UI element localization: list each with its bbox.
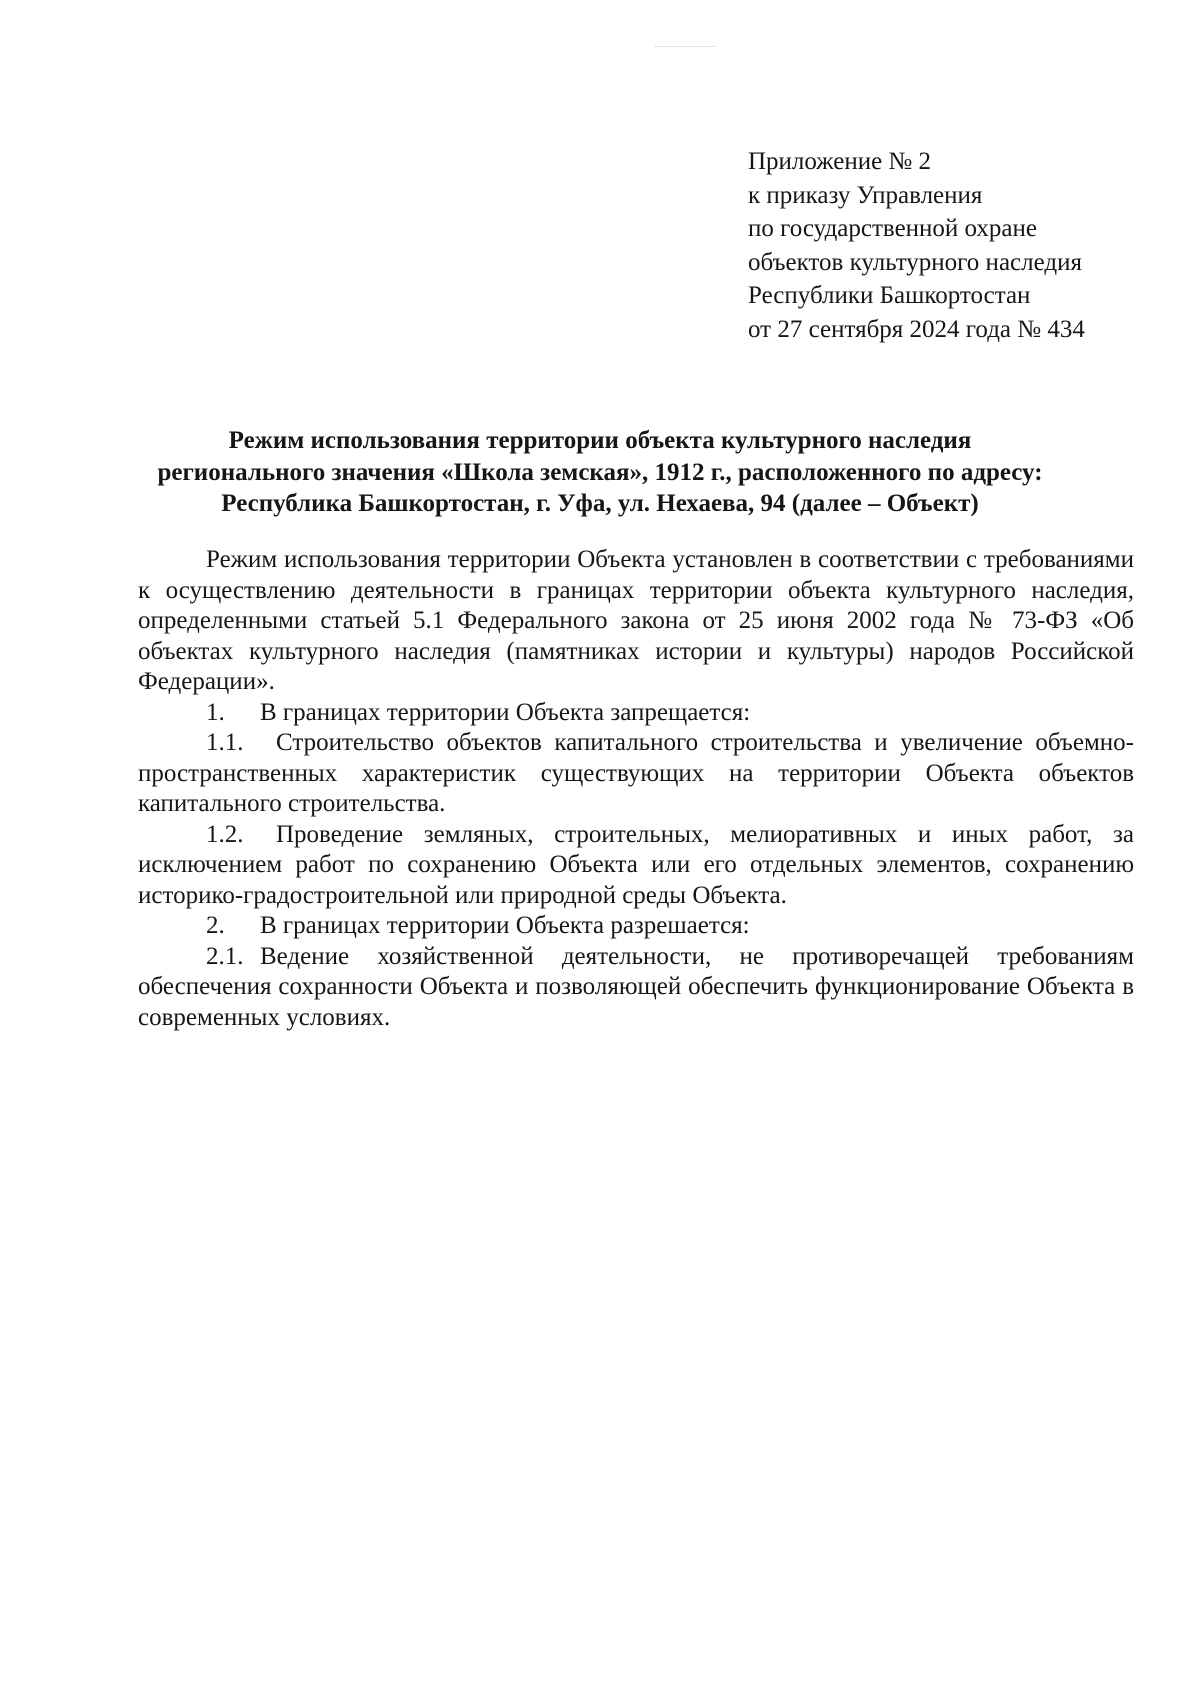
list-item-1-1 — [138, 728, 1134, 820]
list-item-text: Ведение хозяйственной деятельности, не противоречащей требованиям обеспечения сохранности Объекта и позволяющей обеспечить функционирование Объекта в современных условиях. — [138, 942, 1134, 1031]
approval-line-1: Приложение № 2 — [748, 148, 932, 175]
approval-line-6: от 27 сентября 2024 года № 434 — [748, 315, 1085, 343]
list-item-text: Проведение земляных, строительных, мелиоративных и иных работ, за исключением работ по сохранению Объекта или его отдельных элементов, сохранению историко-градостроительной или природной среды Объекта. — [138, 820, 1134, 909]
document-body — [138, 545, 1134, 1033]
intro-paragraph: Режим использования территории Объекта установлен в соответствии с требованиями к осуществлению деятельности в границах территории объекта культурного наследия, определенными статьей 5.1 Федерального закона от 25 июня 2002 года № 73-ФЗ «Об объектах культурного наследия (памятниках истории и культуры) народов Российской Федерации». — [138, 546, 1134, 695]
list-item-number: 1.2. — [206, 820, 244, 848]
list-item-number: 1.1. — [206, 729, 244, 756]
approval-line-4: объектов культурного наследия — [748, 248, 1082, 276]
list-item-1 — [138, 698, 1134, 729]
approval-line-2: к приказу Управления — [748, 181, 983, 209]
document-title — [120, 425, 1080, 520]
approval-line-3: по государственной охране — [748, 215, 1038, 242]
title-line-1: Режим использования территории объекта культурного наследия — [228, 427, 972, 454]
list-item-2-1 — [138, 942, 1134, 1034]
list-item-text: В границах территории Объекта разрешается: — [260, 912, 750, 939]
list-item-number: 2.1. — [206, 942, 244, 970]
list-item-number: 2. — [206, 912, 225, 939]
title-line-2: регионального значения «Школа земская», 1912 г., расположенного по адресу: — [157, 458, 1043, 486]
approval-block — [748, 145, 1168, 346]
list-item-number: 1. — [206, 698, 225, 726]
list-item-text: Строительство объектов капитального строительства и увеличение объемно-пространственных характеристик существующих на территории Объекта объектов капитального строительства. — [138, 729, 1134, 817]
title-line-3: Республика Башкортостан, г. Уфа, ул. Нехаева, 94 (далее – Объект) — [221, 490, 979, 517]
list-item-2 — [138, 911, 1134, 942]
list-item-text: В границах территории Объекта запрещается: — [260, 698, 751, 726]
list-item-1-2 — [138, 820, 1134, 912]
scan-artifact — [655, 46, 715, 51]
approval-line-5: Республики Башкортостан — [748, 282, 1031, 309]
